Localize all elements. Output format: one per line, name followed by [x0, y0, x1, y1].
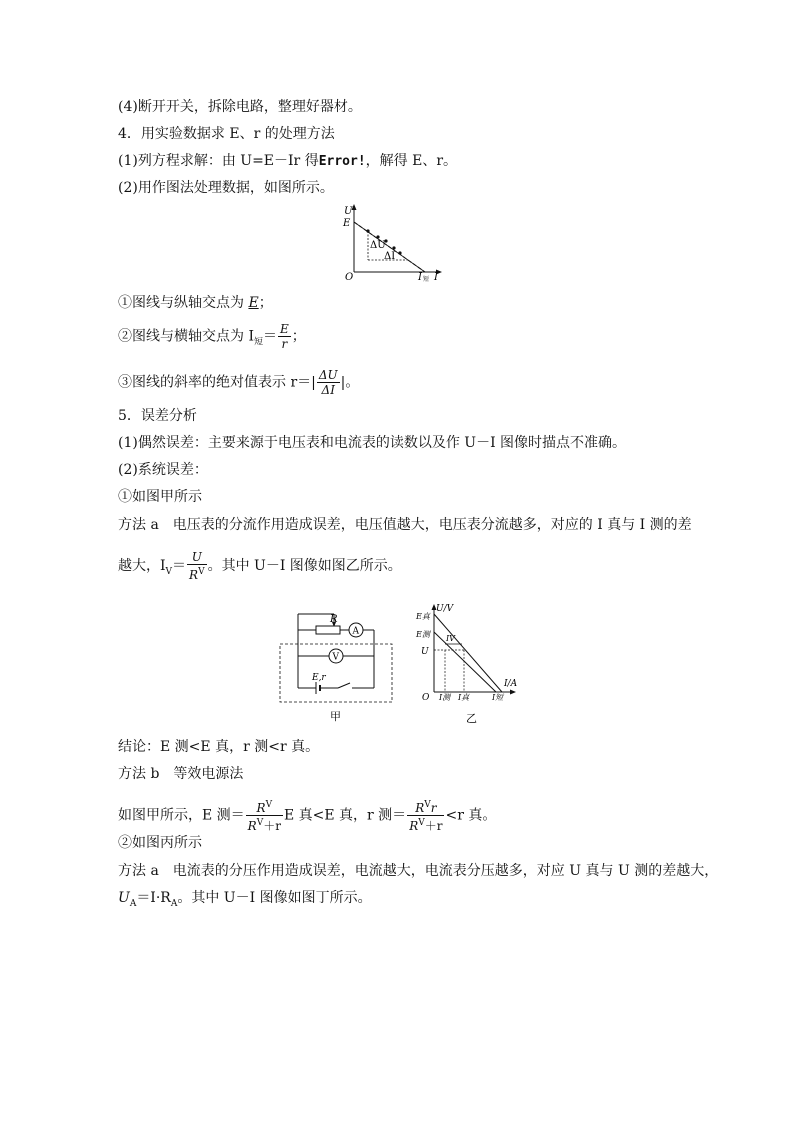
section-heading-4: 4．用实验数据求 E、r 的处理方法 — [118, 126, 335, 142]
x-intercept-label: I — [418, 272, 422, 283]
fraction-rvr-over-rv-plus-r: $\frac{R^Vr}{R^V+r}$ — [409, 800, 443, 833]
text-line-equation-method: (1)列方程求解：由 U=E－Ir 得Error!，解得 E、r。 — [118, 153, 458, 169]
error-marker: Error! — [318, 154, 366, 169]
delta-u-label: ΔU — [370, 240, 386, 251]
i-meas-label: I测 — [439, 693, 451, 702]
text-line-x-intercept: ②图线与横轴交点为 $I_短=$ $\frac{E}{r}$ ； — [118, 322, 306, 351]
resistor — [316, 626, 340, 634]
source-label: E,r — [312, 673, 326, 683]
text-line-fig-jia: ①如图甲所示 — [118, 489, 202, 505]
fraction-e-over-r: $\frac{E}{r}$ — [280, 322, 289, 351]
text-line-fig-bing: ②如图丙所示 — [118, 835, 202, 851]
measured-line — [434, 632, 496, 692]
i-true-label: I真 — [458, 693, 470, 702]
iv-label: IV — [446, 634, 455, 643]
text-line-y-intercept: ①图线与纵轴交点为 E； — [118, 295, 273, 311]
caption-yi: 乙 — [466, 712, 477, 725]
switch — [338, 683, 350, 688]
text-line-conclusion: 结论：E 测<E 真，r 测<r 真。 — [118, 739, 320, 755]
data-point — [376, 235, 379, 238]
text-line-system-error: (2)系统误差： — [118, 462, 208, 478]
text-line-method-a2: 方法 a 电流表的分压作用造成误差，电流越大，电流表分压越多，对应 U 真与 U 测的差越大， — [118, 863, 719, 879]
caption-jia: 甲 — [330, 710, 341, 723]
text-line-equivalent-source: 如图甲所示，E 测＝ $\frac{R^V}{R^V+r}$ E 真<E 真，r 测＝ $\frac{R^Vr}{R^V+r}$ <r 真。 — [118, 800, 497, 833]
voltmeter-label: V — [332, 652, 339, 663]
true-line — [434, 614, 502, 692]
x-axis-label: I/A — [504, 679, 518, 689]
text-line-step4: (4)断开开关，拆除电路，整理好器材。 — [118, 99, 362, 115]
ui-graph-yi — [412, 600, 524, 726]
delta-i-label: ΔI — [384, 251, 396, 262]
e-meas-label: E测 — [416, 630, 430, 639]
y-axis-label: U — [344, 206, 353, 217]
y-axis-label: U/V — [436, 604, 454, 614]
text-line-random-error: (1)偶然误差：主要来源于电压表和电流表的读数以及作 U－I 图像时描点不准确。 — [118, 435, 627, 451]
fraction-u-over-rv: $\frac{U}{R^V}$ — [189, 550, 205, 582]
origin-label: O — [345, 272, 354, 283]
y-intercept-label: E — [343, 218, 351, 229]
text-line-method-a1: 方法 a 电压表的分流作用造成误差，电压值越大，电压表分流越多，对应的 I 真与 I 测的差 — [118, 517, 692, 533]
section-heading-5: 5．误差分析 — [118, 408, 197, 424]
x-axis-label: I — [434, 272, 438, 283]
circuit-diagram-jia — [278, 606, 398, 726]
fit-line-solid — [354, 222, 425, 272]
u-label: U — [421, 647, 429, 657]
text-line-ua-formula: $U_A=I\cdot R_A$。其中 U－I 图像如图丁所示。 — [118, 890, 372, 909]
text-line-slope: ③图线的斜率的绝对值表示 r＝| $\frac{\Delta U}{\Delta I}$ |。 — [118, 368, 360, 397]
resistor-label: R — [330, 614, 338, 625]
e-true-label: E真 — [416, 612, 430, 621]
data-point — [392, 246, 395, 249]
origin-label: O — [422, 693, 430, 703]
i-short-label: I短 — [492, 693, 504, 702]
fraction-du-over-di: $\frac{\Delta U}{\Delta I}$ — [318, 368, 338, 397]
text-line-iv-formula: 越大，$I_V=$ $\frac{U}{R^V}$ 。其中 U－I 图像如图乙所示。 — [118, 550, 402, 582]
fraction-rv-over-rv-plus-r: $\frac{R^V}{R^V+r}$ — [247, 800, 281, 833]
text-line-method-b: 方法 b 等效电源法 — [118, 766, 244, 782]
ui-graph-figure — [338, 202, 448, 284]
data-point — [398, 251, 401, 254]
x-intercept-sub: 短 — [423, 276, 430, 283]
text-line-graph-method: (2)用作图法处理数据，如图所示。 — [118, 180, 334, 196]
ammeter-label: A — [352, 626, 359, 637]
